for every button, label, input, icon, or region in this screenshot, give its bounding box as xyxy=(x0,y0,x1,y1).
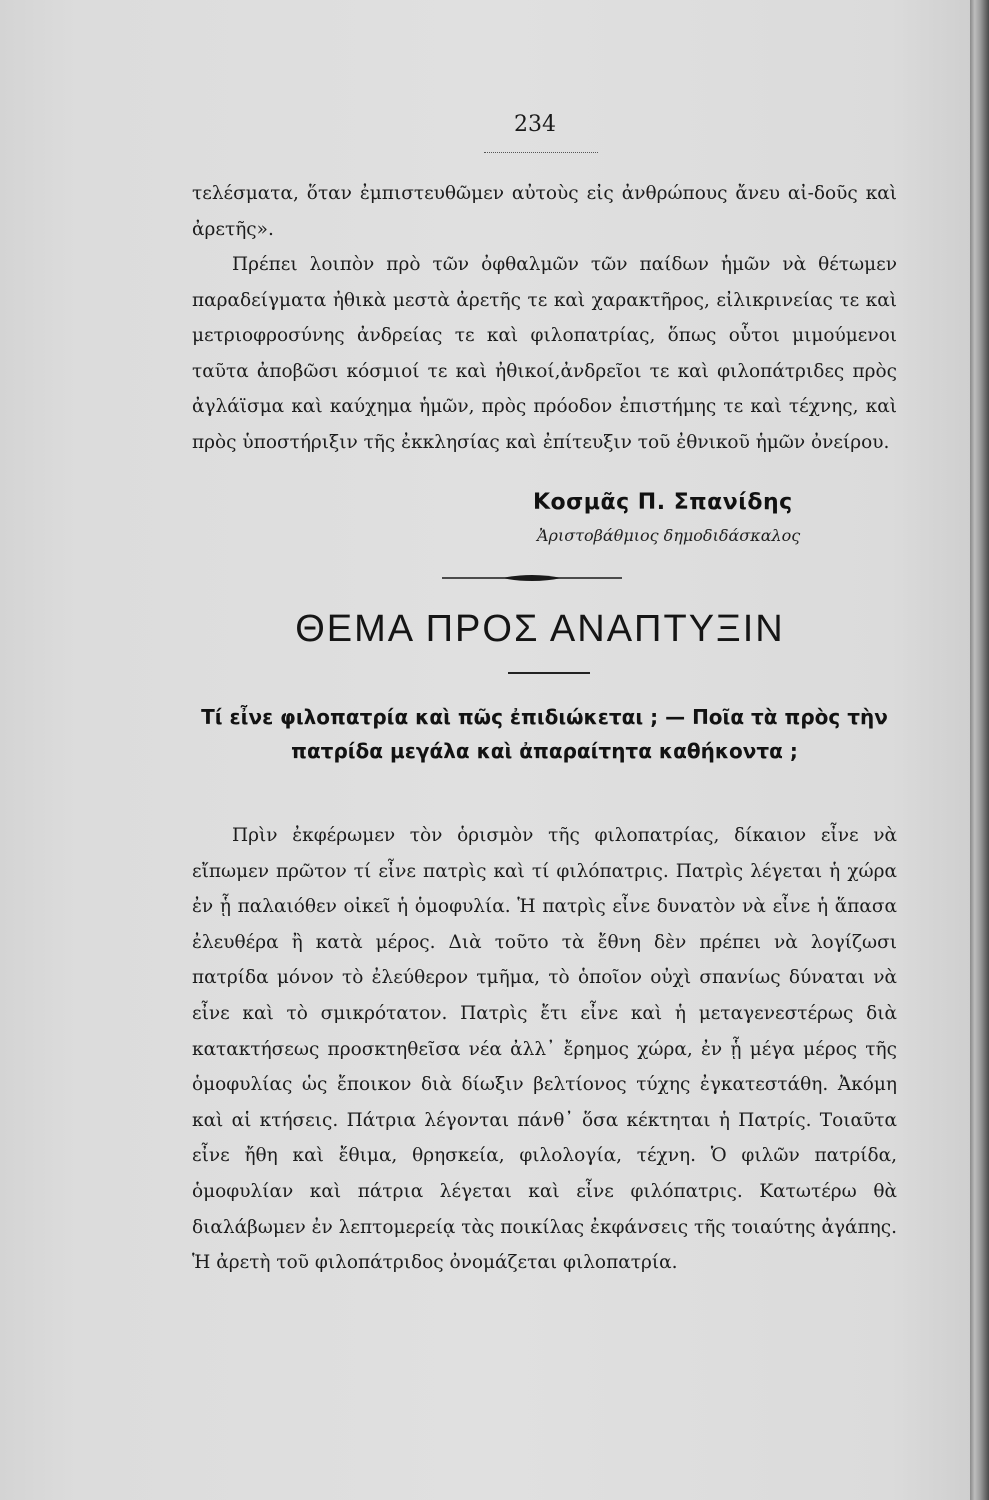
section-body-paragraph: Πρὶν ἐκφέρωμεν τὸν ὁρισμὸν τῆς φιλοπατρίας, δίκαιον εἶνε νὰ εἴπωμεν πρῶτον τί εἶνε πατρὶς καὶ τί φιλόπατρις. Πατρὶς λέγεται ἡ χώρα ἐν ᾗ παλαιόθεν οἰκεῖ ἡ ὁμοφυλία. Ἡ πατρὶς εἶνε δυνατὸν νὰ εἶνε ἡ ἅπασα ἐλευθέρα ἢ κατὰ μέρος. Διὰ τοῦτο τὰ ἔθνη δὲν πρέπει νὰ λογίζωσι πατρίδα μόνον τὸ ἐλεύθερον τμῆμα, τὸ ὁποῖον οὐχὶ σπανίως δύναται νὰ εἶνε καὶ τὸ σμικρότατον. Πατρὶς ἔτι εἶνε καὶ ἡ μεταγενεστέρως διὰ κατακτήσεως προσκτηθεῖσα νέα ἀλλ᾽ ἔρημος χώρα, ἐν ᾗ μέγα μέρος τῆς ὁμοφυλίας ὡς ἔποικον διὰ δίωξιν βελτίονος τύχης ἐγκατεστάθη. Ἀκόμη καὶ αἱ κτήσεις. Πάτρια λέγονται πάνθ᾽ ὅσα κέκτηται ἡ Πατρίς. Τοιαῦτα εἶνε ἤθη καὶ ἔθιμα, θρησκεία, φιλολογία, τέχνη. Ὁ φιλῶν πατρίδα, ὁμοφυλίαν καὶ πάτρια λέγεται καὶ εἶνε φιλόπατρις. Κατωτέρω θὰ διαλάβωμεν ἐν λεπτομερείᾳ τὰς ποικίλας ἐκφάνσεις τῆς τοιαύτης ἀγάπης. Ἡ ἀρετὴ τοῦ φιλοπάτριδος ὀνομάζεται φιλοπατρία. xyxy=(192,825,897,1274)
continuation-paragraph: τελέσματα, ὅταν ἐμπιστευθῶμεν αὐτοὺς εἰς ἀνθρώπους ἄνευ αἰ-δοῦς καὶ ἀρετῆς». xyxy=(192,183,897,240)
divider-ornament xyxy=(442,572,622,584)
author-name: Κοσμᾶς Π. Σπανίδης xyxy=(533,490,793,515)
scan-page-edge xyxy=(970,0,989,1500)
section-heading: ΘΕΜΑ ΠΡΟΣ ΑΝΑΠΤΥΞΙΝ xyxy=(295,608,785,650)
page-number-rule xyxy=(484,152,598,153)
heading-rule xyxy=(508,672,590,674)
body-paragraph: Πρέπει λοιπὸν πρὸ τῶν ὀφθαλμῶν τῶν παίδων ἡμῶν νὰ θέτωμεν παραδείγματα ἠθικὰ μεστὰ ἀρετῆς τε καὶ χαρακτῆρος, εἰλικρινείας τε καὶ μετριοφροσύνης ἀνδρείας τε καὶ φιλοπατρίας, ὅπως οὗτοι μιμούμενοι ταῦτα ἀποβῶσι κόσμιοί τε καὶ ἠθικοί,ἀνδρεῖοι τε καὶ φιλοπάτριδες πρὸς ἀγλάϊσμα καὶ καύχημα ἡμῶν, πρὸς πρόοδον ἐπιστήμης τε καὶ τέχνης, καὶ πρὸς ὑποστήριξιν τῆς ἐκκλησίας καὶ ἐπίτευξιν τοῦ ἐθνικοῦ ἡμῶν ὀνείρου. xyxy=(192,254,897,453)
page-number: 234 xyxy=(514,112,556,137)
section-question: Τί εἶνε φιλοπατρία καὶ πῶς ἐπιδιώκεται ; — Ποῖα τὰ πρὸς τὴν πατρίδα μεγάλα καὶ ἀπαραίτητα καθήκοντα ; xyxy=(201,705,888,763)
author-title: Ἀριστοβάθμιος δημοδιδάσκαλος xyxy=(537,526,801,545)
